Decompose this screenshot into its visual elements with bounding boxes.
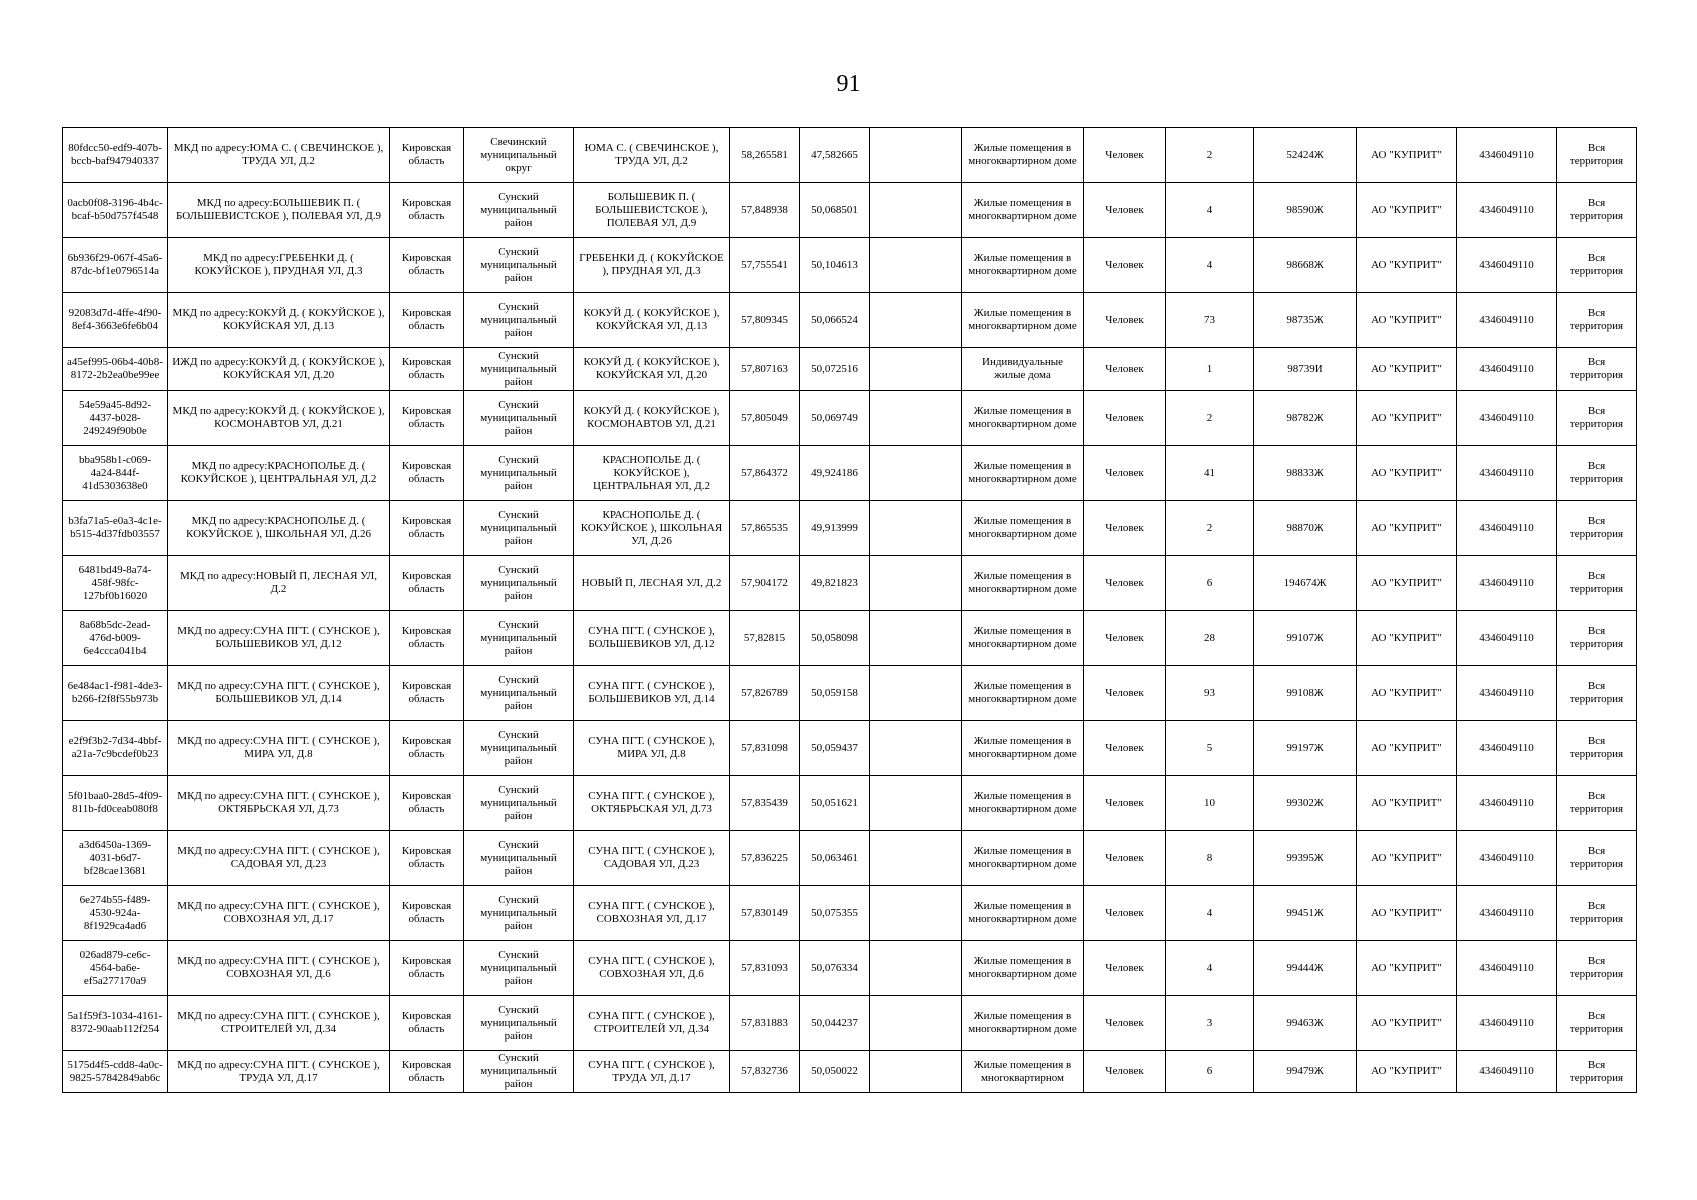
territory-cell: Вся территория (1557, 293, 1637, 348)
table-row (63, 776, 1637, 831)
table-row (63, 941, 1637, 996)
table-row (63, 293, 1637, 348)
inn-cell: 4346049110 (1457, 501, 1557, 556)
organization-cell: АО "КУПРИТ" (1357, 556, 1457, 611)
object-id-cell: bba958b1-c069-4a24-844f-41d5303638e0 (63, 446, 168, 501)
region-cell: Кировская область (390, 183, 464, 238)
code-cell: 99108Ж (1254, 666, 1357, 721)
territory-cell: Вся территория (1557, 348, 1637, 391)
unit-cell: Человек (1084, 128, 1166, 183)
premises-type-cell: Жилые помещения в многоквартирном доме (962, 183, 1084, 238)
object-name-cell: ИЖД по адресу:КОКУЙ Д. ( КОКУЙСКОЕ ), КОКУЙСКАЯ УЛ, Д.20 (168, 348, 390, 391)
district-cell: Сунский муниципальный район (464, 556, 574, 611)
empty-cell (870, 1051, 962, 1093)
inn-cell: 4346049110 (1457, 611, 1557, 666)
unit-cell: Человек (1084, 183, 1166, 238)
address-cell: СУНА ПГТ. ( СУНСКОЕ ), ОКТЯБРЬСКАЯ УЛ, Д.73 (574, 776, 730, 831)
premises-type-cell: Жилые помещения в многоквартирном доме (962, 831, 1084, 886)
object-name-cell: МКД по адресу:СУНА ПГТ. ( СУНСКОЕ ), ТРУДА УЛ, Д.17 (168, 1051, 390, 1093)
premises-type-cell: Жилые помещения в многоквартирном доме (962, 128, 1084, 183)
inn-cell: 4346049110 (1457, 831, 1557, 886)
table-row (63, 1051, 1637, 1093)
premises-type-cell: Жилые помещения в многоквартирном доме (962, 446, 1084, 501)
empty-cell (870, 348, 962, 391)
territory-cell: Вся территория (1557, 776, 1637, 831)
object-name-cell: МКД по адресу:КОКУЙ Д. ( КОКУЙСКОЕ ), КОКУЙСКАЯ УЛ, Д.13 (168, 293, 390, 348)
address-cell: ЮМА С. ( СВЕЧИНСКОЕ ), ТРУДА УЛ, Д.2 (574, 128, 730, 183)
organization-cell: АО "КУПРИТ" (1357, 666, 1457, 721)
territory-cell: Вся территория (1557, 446, 1637, 501)
empty-cell (870, 446, 962, 501)
object-name-cell: МКД по адресу:КРАСНОПОЛЬЕ Д. ( КОКУЙСКОЕ ), ШКОЛЬНАЯ УЛ, Д.26 (168, 501, 390, 556)
object-name-cell: МКД по адресу:СУНА ПГТ. ( СУНСКОЕ ), ОКТЯБРЬСКАЯ УЛ, Д.73 (168, 776, 390, 831)
code-cell: 99302Ж (1254, 776, 1357, 831)
table-row (63, 238, 1637, 293)
district-cell: Сунский муниципальный район (464, 941, 574, 996)
district-cell: Сунский муниципальный район (464, 238, 574, 293)
organization-cell: АО "КУПРИТ" (1357, 941, 1457, 996)
code-cell: 98735Ж (1254, 293, 1357, 348)
inn-cell: 4346049110 (1457, 348, 1557, 391)
latitude-cell: 57,830149 (730, 886, 800, 941)
longitude-cell: 50,051621 (800, 776, 870, 831)
territory-cell: Вся территория (1557, 721, 1637, 776)
table-row (63, 831, 1637, 886)
inn-cell: 4346049110 (1457, 721, 1557, 776)
district-cell: Сунский муниципальный район (464, 611, 574, 666)
latitude-cell: 57,848938 (730, 183, 800, 238)
region-cell: Кировская область (390, 238, 464, 293)
premises-type-cell: Жилые помещения в многоквартирном доме (962, 941, 1084, 996)
region-cell: Кировская область (390, 996, 464, 1051)
premises-type-cell: Жилые помещения в многоквартирном (962, 1051, 1084, 1093)
table-row (63, 501, 1637, 556)
district-cell: Сунский муниципальный район (464, 721, 574, 776)
unit-cell: Человек (1084, 666, 1166, 721)
district-cell: Сунский муниципальный район (464, 666, 574, 721)
empty-cell (870, 128, 962, 183)
inn-cell: 4346049110 (1457, 886, 1557, 941)
premises-type-cell: Жилые помещения в многоквартирном доме (962, 721, 1084, 776)
code-cell: 99197Ж (1254, 721, 1357, 776)
address-cell: СУНА ПГТ. ( СУНСКОЕ ), СТРОИТЕЛЕЙ УЛ, Д.34 (574, 996, 730, 1051)
object-id-cell: a3d6450a-1369-4031-b6d7-bf28cae13681 (63, 831, 168, 886)
region-cell: Кировская область (390, 556, 464, 611)
address-cell: СУНА ПГТ. ( СУНСКОЕ ), БОЛЬШЕВИКОВ УЛ, Д.14 (574, 666, 730, 721)
code-cell: 99463Ж (1254, 996, 1357, 1051)
unit-cell: Человек (1084, 446, 1166, 501)
region-cell: Кировская область (390, 348, 464, 391)
region-cell: Кировская область (390, 666, 464, 721)
inn-cell: 4346049110 (1457, 183, 1557, 238)
organization-cell: АО "КУПРИТ" (1357, 776, 1457, 831)
region-cell: Кировская область (390, 721, 464, 776)
unit-cell: Человек (1084, 238, 1166, 293)
organization-cell: АО "КУПРИТ" (1357, 886, 1457, 941)
empty-cell (870, 391, 962, 446)
organization-cell: АО "КУПРИТ" (1357, 348, 1457, 391)
district-cell: Сунский муниципальный район (464, 831, 574, 886)
address-cell: СУНА ПГТ. ( СУНСКОЕ ), МИРА УЛ, Д.8 (574, 721, 730, 776)
unit-cell: Человек (1084, 293, 1166, 348)
region-cell: Кировская область (390, 501, 464, 556)
code-cell: 98739И (1254, 348, 1357, 391)
code-cell: 52424Ж (1254, 128, 1357, 183)
table-row (63, 348, 1637, 391)
premises-type-cell: Жилые помещения в многоквартирном доме (962, 556, 1084, 611)
object-name-cell: МКД по адресу:БОЛЬШЕВИК П. ( БОЛЬШЕВИСТСКОЕ ), ПОЛЕВАЯ УЛ, Д.9 (168, 183, 390, 238)
object-id-cell: b3fa71a5-e0a3-4c1e-b515-4d37fdb03557 (63, 501, 168, 556)
empty-cell (870, 293, 962, 348)
address-cell: КОКУЙ Д. ( КОКУЙСКОЕ ), КОКУЙСКАЯ УЛ, Д.13 (574, 293, 730, 348)
longitude-cell: 50,076334 (800, 941, 870, 996)
latitude-cell: 57,809345 (730, 293, 800, 348)
object-id-cell: 92083d7d-4ffe-4f90-8ef4-3663e6fe6b04 (63, 293, 168, 348)
table-row (63, 666, 1637, 721)
count-cell: 73 (1166, 293, 1254, 348)
unit-cell: Человек (1084, 831, 1166, 886)
empty-cell (870, 556, 962, 611)
latitude-cell: 57,835439 (730, 776, 800, 831)
organization-cell: АО "КУПРИТ" (1357, 831, 1457, 886)
empty-cell (870, 941, 962, 996)
code-cell: 194674Ж (1254, 556, 1357, 611)
district-cell: Сунский муниципальный район (464, 446, 574, 501)
latitude-cell: 57,836225 (730, 831, 800, 886)
region-cell: Кировская область (390, 941, 464, 996)
latitude-cell: 57,832736 (730, 1051, 800, 1093)
premises-type-cell: Жилые помещения в многоквартирном доме (962, 293, 1084, 348)
district-cell: Сунский муниципальный район (464, 1051, 574, 1093)
inn-cell: 4346049110 (1457, 293, 1557, 348)
inn-cell: 4346049110 (1457, 556, 1557, 611)
address-cell: НОВЫЙ П, ЛЕСНАЯ УЛ, Д.2 (574, 556, 730, 611)
object-name-cell: МКД по адресу:СУНА ПГТ. ( СУНСКОЕ ), МИРА УЛ, Д.8 (168, 721, 390, 776)
inn-cell: 4346049110 (1457, 446, 1557, 501)
object-id-cell: 8a68b5dc-2ead-476d-b009-6e4ccca041b4 (63, 611, 168, 666)
latitude-cell: 57,807163 (730, 348, 800, 391)
territory-cell: Вся территория (1557, 996, 1637, 1051)
object-id-cell: 54e59a45-8d92-4437-b028-249249f90b0e (63, 391, 168, 446)
latitude-cell: 57,831098 (730, 721, 800, 776)
unit-cell: Человек (1084, 776, 1166, 831)
longitude-cell: 50,072516 (800, 348, 870, 391)
address-cell: СУНА ПГТ. ( СУНСКОЕ ), БОЛЬШЕВИКОВ УЛ, Д.12 (574, 611, 730, 666)
region-cell: Кировская область (390, 446, 464, 501)
count-cell: 5 (1166, 721, 1254, 776)
organization-cell: АО "КУПРИТ" (1357, 128, 1457, 183)
empty-cell (870, 776, 962, 831)
district-cell: Сунский муниципальный район (464, 776, 574, 831)
longitude-cell: 50,059158 (800, 666, 870, 721)
object-name-cell: МКД по адресу:НОВЫЙ П, ЛЕСНАЯ УЛ, Д.2 (168, 556, 390, 611)
latitude-cell: 57,831883 (730, 996, 800, 1051)
longitude-cell: 50,075355 (800, 886, 870, 941)
object-id-cell: 026ad879-ce6c-4564-ba6e-ef5a277170a9 (63, 941, 168, 996)
longitude-cell: 50,063461 (800, 831, 870, 886)
count-cell: 4 (1166, 941, 1254, 996)
table-row (63, 128, 1637, 183)
empty-cell (870, 183, 962, 238)
empty-cell (870, 666, 962, 721)
count-cell: 1 (1166, 348, 1254, 391)
count-cell: 3 (1166, 996, 1254, 1051)
count-cell: 4 (1166, 238, 1254, 293)
organization-cell: АО "КУПРИТ" (1357, 996, 1457, 1051)
region-cell: Кировская область (390, 1051, 464, 1093)
region-cell: Кировская область (390, 391, 464, 446)
empty-cell (870, 238, 962, 293)
table-row (63, 183, 1637, 238)
district-cell: Свечинский муниципальный округ (464, 128, 574, 183)
code-cell: 99107Ж (1254, 611, 1357, 666)
table-row (63, 611, 1637, 666)
latitude-cell: 57,831093 (730, 941, 800, 996)
territory-cell: Вся территория (1557, 666, 1637, 721)
object-id-cell: 0acb0f08-3196-4b4c-bcaf-b50d757f4548 (63, 183, 168, 238)
unit-cell: Человек (1084, 721, 1166, 776)
premises-type-cell: Жилые помещения в многоквартирном доме (962, 666, 1084, 721)
organization-cell: АО "КУПРИТ" (1357, 501, 1457, 556)
address-cell: КОКУЙ Д. ( КОКУЙСКОЕ ), КОКУЙСКАЯ УЛ, Д.20 (574, 348, 730, 391)
longitude-cell: 47,582665 (800, 128, 870, 183)
premises-type-cell: Жилые помещения в многоквартирном доме (962, 996, 1084, 1051)
longitude-cell: 50,044237 (800, 996, 870, 1051)
table-row (63, 721, 1637, 776)
empty-cell (870, 501, 962, 556)
address-cell: КРАСНОПОЛЬЕ Д. ( КОКУЙСКОЕ ), ЦЕНТРАЛЬНАЯ УЛ, Д.2 (574, 446, 730, 501)
address-cell: СУНА ПГТ. ( СУНСКОЕ ), СОВХОЗНАЯ УЛ, Д.17 (574, 886, 730, 941)
premises-type-cell: Жилые помещения в многоквартирном доме (962, 886, 1084, 941)
premises-type-cell: Жилые помещения в многоквартирном доме (962, 501, 1084, 556)
object-id-cell: 80fdcc50-edf9-407b-bccb-baf947940337 (63, 128, 168, 183)
inn-cell: 4346049110 (1457, 776, 1557, 831)
territory-cell: Вся территория (1557, 238, 1637, 293)
code-cell: 98590Ж (1254, 183, 1357, 238)
object-name-cell: МКД по адресу:СУНА ПГТ. ( СУНСКОЕ ), БОЛЬШЕВИКОВ УЛ, Д.12 (168, 611, 390, 666)
inn-cell: 4346049110 (1457, 238, 1557, 293)
latitude-cell: 57,805049 (730, 391, 800, 446)
count-cell: 10 (1166, 776, 1254, 831)
organization-cell: АО "КУПРИТ" (1357, 391, 1457, 446)
district-cell: Сунский муниципальный район (464, 391, 574, 446)
object-name-cell: МКД по адресу:КРАСНОПОЛЬЕ Д. ( КОКУЙСКОЕ ), ЦЕНТРАЛЬНАЯ УЛ, Д.2 (168, 446, 390, 501)
empty-cell (870, 831, 962, 886)
unit-cell: Человек (1084, 886, 1166, 941)
table-row (63, 996, 1637, 1051)
object-id-cell: a45ef995-06b4-40b8-8172-2b2ea0be99ee (63, 348, 168, 391)
unit-cell: Человек (1084, 1051, 1166, 1093)
territory-cell: Вся территория (1557, 391, 1637, 446)
address-cell: СУНА ПГТ. ( СУНСКОЕ ), СОВХОЗНАЯ УЛ, Д.6 (574, 941, 730, 996)
territory-cell: Вся территория (1557, 183, 1637, 238)
inn-cell: 4346049110 (1457, 941, 1557, 996)
premises-type-cell: Жилые помещения в многоквартирном доме (962, 391, 1084, 446)
object-id-cell: 6e484ac1-f981-4de3-b266-f2f8f55b973b (63, 666, 168, 721)
table-row (63, 391, 1637, 446)
unit-cell: Человек (1084, 556, 1166, 611)
district-cell: Сунский муниципальный район (464, 886, 574, 941)
organization-cell: АО "КУПРИТ" (1357, 1051, 1457, 1093)
empty-cell (870, 611, 962, 666)
code-cell: 99451Ж (1254, 886, 1357, 941)
object-name-cell: МКД по адресу:СУНА ПГТ. ( СУНСКОЕ ), СОВХОЗНАЯ УЛ, Д.6 (168, 941, 390, 996)
inn-cell: 4346049110 (1457, 391, 1557, 446)
empty-cell (870, 721, 962, 776)
page-number: 91 (836, 71, 861, 97)
address-cell: СУНА ПГТ. ( СУНСКОЕ ), САДОВАЯ УЛ, Д.23 (574, 831, 730, 886)
latitude-cell: 58,265581 (730, 128, 800, 183)
code-cell: 99444Ж (1254, 941, 1357, 996)
premises-type-cell: Индивидуальные жилые дома (962, 348, 1084, 391)
region-cell: Кировская область (390, 886, 464, 941)
object-name-cell: МКД по адресу:КОКУЙ Д. ( КОКУЙСКОЕ ), КОСМОНАВТОВ УЛ, Д.21 (168, 391, 390, 446)
organization-cell: АО "КУПРИТ" (1357, 446, 1457, 501)
region-cell: Кировская область (390, 831, 464, 886)
territory-cell: Вся территория (1557, 1051, 1637, 1093)
territory-cell: Вся территория (1557, 128, 1637, 183)
longitude-cell: 49,821823 (800, 556, 870, 611)
unit-cell: Человек (1084, 391, 1166, 446)
organization-cell: АО "КУПРИТ" (1357, 238, 1457, 293)
count-cell: 4 (1166, 183, 1254, 238)
latitude-cell: 57,864372 (730, 446, 800, 501)
empty-cell (870, 886, 962, 941)
address-cell: КОКУЙ Д. ( КОКУЙСКОЕ ), КОСМОНАВТОВ УЛ, Д.21 (574, 391, 730, 446)
object-name-cell: МКД по адресу:ГРЕБЕНКИ Д. ( КОКУЙСКОЕ ), ПРУДНАЯ УЛ, Д.3 (168, 238, 390, 293)
longitude-cell: 50,104613 (800, 238, 870, 293)
district-cell: Сунский муниципальный район (464, 293, 574, 348)
organization-cell: АО "КУПРИТ" (1357, 183, 1457, 238)
address-cell: БОЛЬШЕВИК П. ( БОЛЬШЕВИСТСКОЕ ), ПОЛЕВАЯ УЛ, Д.9 (574, 183, 730, 238)
address-cell: СУНА ПГТ. ( СУНСКОЕ ), ТРУДА УЛ, Д.17 (574, 1051, 730, 1093)
territory-cell: Вся территория (1557, 611, 1637, 666)
region-cell: Кировская область (390, 128, 464, 183)
table-row (63, 886, 1637, 941)
district-cell: Сунский муниципальный район (464, 501, 574, 556)
latitude-cell: 57,82815 (730, 611, 800, 666)
inn-cell: 4346049110 (1457, 1051, 1557, 1093)
unit-cell: Человек (1084, 348, 1166, 391)
code-cell: 98668Ж (1254, 238, 1357, 293)
count-cell: 93 (1166, 666, 1254, 721)
premises-type-cell: Жилые помещения в многоквартирном доме (962, 776, 1084, 831)
territory-cell: Вся территория (1557, 501, 1637, 556)
registry-table (62, 127, 1637, 1093)
latitude-cell: 57,904172 (730, 556, 800, 611)
object-name-cell: МКД по адресу:СУНА ПГТ. ( СУНСКОЕ ), БОЛЬШЕВИКОВ УЛ, Д.14 (168, 666, 390, 721)
object-name-cell: МКД по адресу:СУНА ПГТ. ( СУНСКОЕ ), САДОВАЯ УЛ, Д.23 (168, 831, 390, 886)
count-cell: 2 (1166, 501, 1254, 556)
object-id-cell: 5a1f59f3-1034-4161-8372-90aab112f254 (63, 996, 168, 1051)
unit-cell: Человек (1084, 941, 1166, 996)
object-id-cell: 6b936f29-067f-45a6-87dc-bf1e0796514a (63, 238, 168, 293)
inn-cell: 4346049110 (1457, 996, 1557, 1051)
inn-cell: 4346049110 (1457, 128, 1557, 183)
longitude-cell: 50,066524 (800, 293, 870, 348)
organization-cell: АО "КУПРИТ" (1357, 721, 1457, 776)
premises-type-cell: Жилые помещения в многоквартирном доме (962, 611, 1084, 666)
longitude-cell: 49,913999 (800, 501, 870, 556)
latitude-cell: 57,865535 (730, 501, 800, 556)
district-cell: Сунский муниципальный район (464, 183, 574, 238)
code-cell: 98782Ж (1254, 391, 1357, 446)
region-cell: Кировская область (390, 611, 464, 666)
count-cell: 2 (1166, 128, 1254, 183)
region-cell: Кировская область (390, 776, 464, 831)
object-id-cell: 5175d4f5-cdd8-4a0c-9825-57842849ab6c (63, 1051, 168, 1093)
count-cell: 8 (1166, 831, 1254, 886)
count-cell: 2 (1166, 391, 1254, 446)
count-cell: 28 (1166, 611, 1254, 666)
object-id-cell: e2f9f3b2-7d34-4bbf-a21a-7c9bcdef0b23 (63, 721, 168, 776)
object-id-cell: 6e274b55-f489-4530-924a-8f1929ca4ad6 (63, 886, 168, 941)
territory-cell: Вся территория (1557, 886, 1637, 941)
longitude-cell: 50,058098 (800, 611, 870, 666)
table-row (63, 446, 1637, 501)
count-cell: 41 (1166, 446, 1254, 501)
object-name-cell: МКД по адресу:ЮМА С. ( СВЕЧИНСКОЕ ), ТРУДА УЛ, Д.2 (168, 128, 390, 183)
empty-cell (870, 996, 962, 1051)
object-id-cell: 5f01baa0-28d5-4f09-811b-fd0ceab080f8 (63, 776, 168, 831)
code-cell: 98870Ж (1254, 501, 1357, 556)
longitude-cell: 50,059437 (800, 721, 870, 776)
longitude-cell: 50,069749 (800, 391, 870, 446)
address-cell: ГРЕБЕНКИ Д. ( КОКУЙСКОЕ ), ПРУДНАЯ УЛ, Д.3 (574, 238, 730, 293)
code-cell: 99479Ж (1254, 1051, 1357, 1093)
organization-cell: АО "КУПРИТ" (1357, 293, 1457, 348)
count-cell: 6 (1166, 1051, 1254, 1093)
count-cell: 6 (1166, 556, 1254, 611)
district-cell: Сунский муниципальный район (464, 996, 574, 1051)
unit-cell: Человек (1084, 996, 1166, 1051)
organization-cell: АО "КУПРИТ" (1357, 611, 1457, 666)
longitude-cell: 50,050022 (800, 1051, 870, 1093)
latitude-cell: 57,826789 (730, 666, 800, 721)
count-cell: 4 (1166, 886, 1254, 941)
latitude-cell: 57,755541 (730, 238, 800, 293)
code-cell: 98833Ж (1254, 446, 1357, 501)
territory-cell: Вся территория (1557, 831, 1637, 886)
object-name-cell: МКД по адресу:СУНА ПГТ. ( СУНСКОЕ ), СОВХОЗНАЯ УЛ, Д.17 (168, 886, 390, 941)
region-cell: Кировская область (390, 293, 464, 348)
longitude-cell: 50,068501 (800, 183, 870, 238)
table-row (63, 556, 1637, 611)
unit-cell: Человек (1084, 501, 1166, 556)
territory-cell: Вся территория (1557, 941, 1637, 996)
unit-cell: Человек (1084, 611, 1166, 666)
longitude-cell: 49,924186 (800, 446, 870, 501)
district-cell: Сунский муниципальный район (464, 348, 574, 391)
object-id-cell: 6481bd49-8a74-458f-98fc-127bf0b16020 (63, 556, 168, 611)
code-cell: 99395Ж (1254, 831, 1357, 886)
object-name-cell: МКД по адресу:СУНА ПГТ. ( СУНСКОЕ ), СТРОИТЕЛЕЙ УЛ, Д.34 (168, 996, 390, 1051)
inn-cell: 4346049110 (1457, 666, 1557, 721)
premises-type-cell: Жилые помещения в многоквартирном доме (962, 238, 1084, 293)
registry-body (63, 128, 1637, 1093)
territory-cell: Вся территория (1557, 556, 1637, 611)
address-cell: КРАСНОПОЛЬЕ Д. ( КОКУЙСКОЕ ), ШКОЛЬНАЯ УЛ, Д.26 (574, 501, 730, 556)
